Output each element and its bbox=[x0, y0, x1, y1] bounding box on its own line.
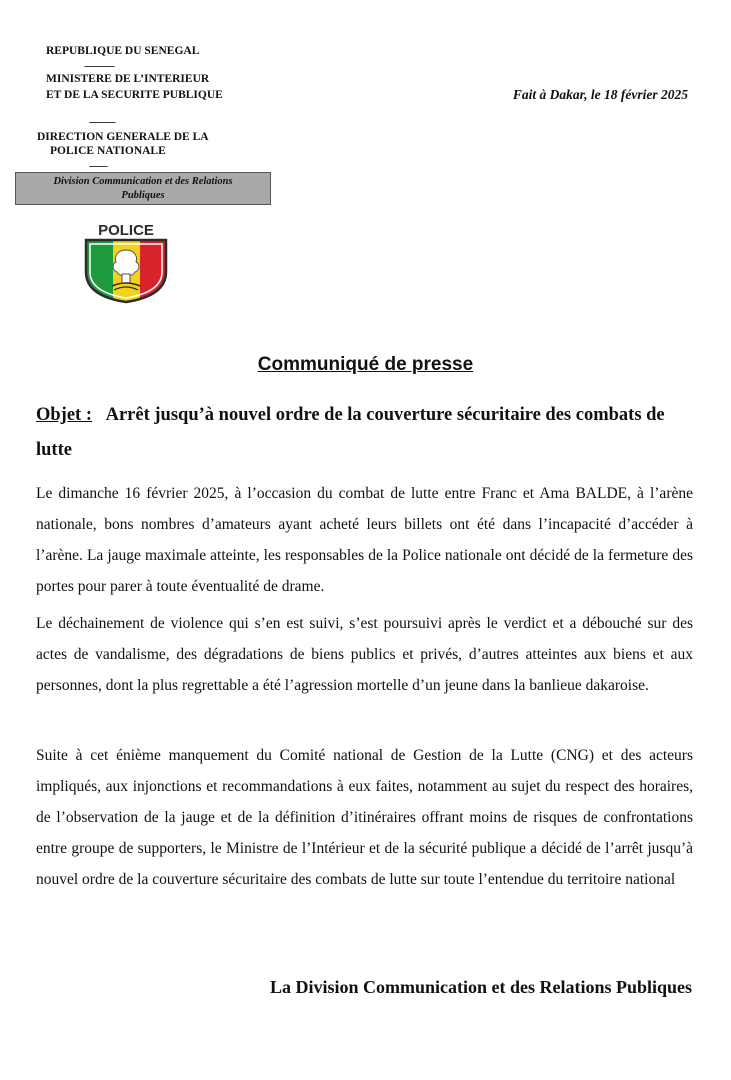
direction-heading-line2: POLICE NATIONALE bbox=[50, 145, 166, 157]
police-shield-icon bbox=[82, 220, 170, 304]
header-separator: --------------- bbox=[84, 61, 114, 71]
signature: La Division Communication et des Relations Publiques bbox=[269, 977, 692, 997]
subject-text: Arrêt jusqu’à nouvel ordre de la couverture sécuritaire des combats de lutte bbox=[36, 405, 665, 460]
police-logo bbox=[82, 220, 170, 304]
division-line1: Division Communication et des Relations bbox=[53, 176, 233, 187]
body-paragraph: Le dimanche 16 février 2025, à l’occasion du combat de lutte entre Franc et Ama BALDE, à l’arène nationale, bons nombres d’amateurs ayant acheté leurs billets ont été dans l’incapacité d’accéder à l’arène. La jauge maximale atteinte, les responsables de la Police nationale ont décidé de la fermeture des portes pour parer à toute éventualité de drame. bbox=[36, 485, 693, 595]
document-date: Fait à Dakar, le 18 février 2025 bbox=[512, 87, 688, 102]
ministry-heading-line2: ET DE LA SECURITE PUBLIQUE bbox=[46, 89, 223, 101]
body-paragraph: Suite à cet énième manquement du Comité national de Gestion de la Lutte (CNG) et des acteurs impliqués, aux injonctions et recommandations à eux faites, notamment au sujet du respect des horaires, de l’observation de la jauge et de la définition d’itinéraires offrant moins de risques de confrontations entre groupe de supporters, le Ministre de l’Intérieur et de la sécurité publique a décidé de l’arrêt jusqu’à nouvel ordre de la couverture sécuritaire des combats de lutte sur toute l’entendue du territoire national bbox=[36, 747, 693, 888]
ministry-heading-line1: MINISTERE DE L’INTERIEUR bbox=[46, 73, 210, 85]
republic-heading: REPUBLIQUE DU SENEGAL bbox=[46, 45, 200, 57]
subject-label: Objet : bbox=[36, 405, 92, 425]
direction-heading-line1: DIRECTION GENERALE DE LA bbox=[37, 131, 209, 143]
division-line2: Publiques bbox=[121, 190, 165, 201]
subject-block bbox=[36, 398, 696, 468]
logo-text: POLICE bbox=[98, 222, 154, 239]
header-separator: --------- bbox=[89, 161, 107, 171]
division-box bbox=[15, 172, 271, 205]
header-separator: ------------- bbox=[89, 117, 115, 127]
page-title: Communiqué de presse bbox=[257, 354, 474, 375]
body-paragraph: Le déchainement de violence qui s’en est suivi, s’est poursuivi après le verdict et a débouché sur des actes de vandalisme, des dégradations de biens publics et privés, d’autres atteintes aux biens et aux personnes, dont la plus regrettable a été l’agression mortelle d’un jeune dans la banlieue dakaroise. bbox=[36, 615, 693, 694]
